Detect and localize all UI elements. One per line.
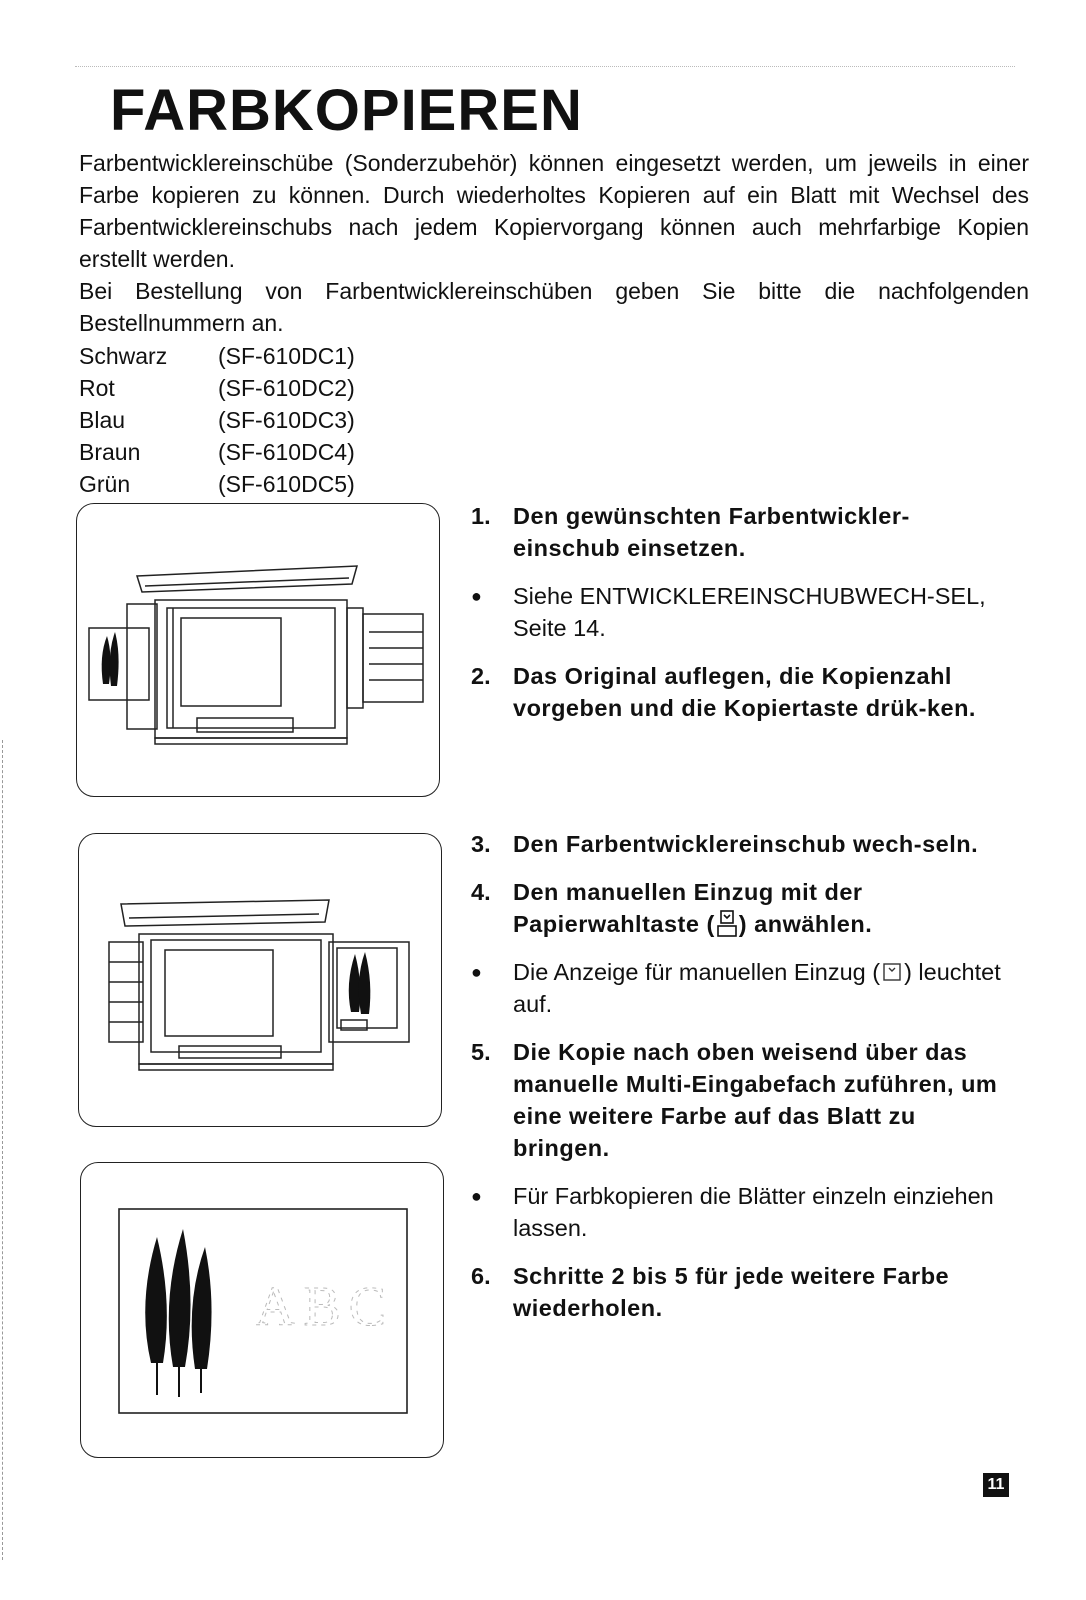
color-order-list	[79, 340, 355, 500]
step-2	[471, 660, 1011, 724]
copier-illustration-1	[76, 503, 440, 797]
step-number: 4.	[471, 879, 491, 905]
step-text	[513, 876, 1011, 940]
color-code: (SF-610DC2)	[218, 375, 355, 401]
step-text: Den Farbentwicklereinschub wech-seln.	[513, 831, 979, 857]
step-text: Den gewünschten Farbentwickler-einschub einsetzen.	[513, 503, 910, 561]
steps-block-1	[471, 500, 1011, 740]
header-dotted-rule	[75, 66, 1015, 67]
color-name: Blau	[79, 407, 126, 433]
color-row	[79, 404, 355, 436]
page-title: FARBKOPIEREN	[110, 78, 583, 143]
copy-sheet-drawing	[81, 1163, 443, 1457]
step-number: 1.	[471, 503, 491, 529]
color-row	[79, 436, 355, 468]
intro-paragraph-2: Bei Bestellung von Farbentwicklereinschüben geben Sie bitte die nachfolgenden Bestellnummern an.	[79, 278, 1029, 336]
page-number: 11	[983, 1473, 1009, 1497]
step-number: 6.	[471, 1263, 491, 1289]
steps-block-2	[471, 828, 1011, 1340]
color-name: Rot	[79, 375, 115, 401]
bullet-text: Siehe ENTWICKLEREINSCHUBWECH-SEL, Seite 14.	[513, 583, 986, 641]
intro-text	[79, 147, 1029, 339]
copy-letters: ABC	[255, 1276, 395, 1338]
bullet-2	[471, 956, 1011, 1020]
bullet-text: Für Farbkopieren die Blätter einzeln einziehen lassen.	[513, 1183, 994, 1241]
color-row	[79, 468, 355, 500]
color-name: Schwarz	[79, 343, 168, 369]
step-number: 5.	[471, 1039, 491, 1065]
step-number: 3.	[471, 831, 491, 857]
step-text: Die Kopie nach oben weisend über das manuelle Multi-Eingabefach zuführen, um eine weitere Farbe auf das Blatt zu bringen.	[513, 1039, 998, 1161]
step-text-part: ) anwählen.	[738, 911, 873, 937]
bullet-dot-icon: ●	[471, 962, 482, 982]
copier-illustration-2	[78, 833, 442, 1127]
color-name: Braun	[79, 439, 141, 465]
margin-line	[2, 740, 3, 1560]
color-code: (SF-610DC5)	[218, 471, 355, 497]
bullet-text-part: Die Anzeige für manuellen Einzug (	[513, 959, 881, 985]
color-row	[79, 372, 355, 404]
color-copy-result-illustration	[80, 1162, 444, 1458]
copier-drawing-1	[77, 504, 439, 796]
color-row	[79, 340, 355, 372]
color-name: Grün	[79, 471, 131, 497]
bullet-text	[513, 956, 1011, 1020]
bullet-dot-icon: ●	[471, 1186, 482, 1206]
step-text-part: Den manuellen Einzug mit der Papierwahltaste (	[513, 879, 863, 937]
step-5	[471, 1036, 1011, 1164]
step-text: Schritte 2 bis 5 für jede weitere Farbe wiederholen.	[513, 1263, 950, 1321]
bullet-text-part: ) leuchtet auf.	[513, 959, 1001, 1017]
copier-drawing-2	[79, 834, 441, 1126]
step-1	[471, 500, 1011, 564]
step-3	[471, 828, 1011, 860]
color-code: (SF-610DC3)	[218, 407, 355, 433]
color-code: (SF-610DC1)	[218, 343, 355, 369]
bullet-dot-icon: ●	[471, 586, 482, 606]
step-text: Das Original auflegen, die Kopienzahl vorgeben und die Kopiertaste drük-ken.	[513, 663, 976, 721]
manual-feed-icon	[715, 910, 739, 938]
intro-paragraph-1: Farbentwicklereinschübe (Sonderzubehör) können eingesetzt werden, um jeweils in einer Farbe kopieren zu können. Durch wiederholtes Kopieren auf ein Blatt mit Wechsel des Farbentwicklereinschubs nach jedem Kopiervorgang können auch mehrfarbige Kopien erstellt werden.	[79, 150, 1029, 272]
manual-feed-indicator-icon	[880, 958, 904, 986]
color-code: (SF-610DC4)	[218, 439, 355, 465]
step-4	[471, 876, 1011, 940]
step-6	[471, 1260, 1011, 1324]
bullet-3	[471, 1180, 1011, 1244]
bullet-1	[471, 580, 1011, 644]
step-number: 2.	[471, 663, 491, 689]
